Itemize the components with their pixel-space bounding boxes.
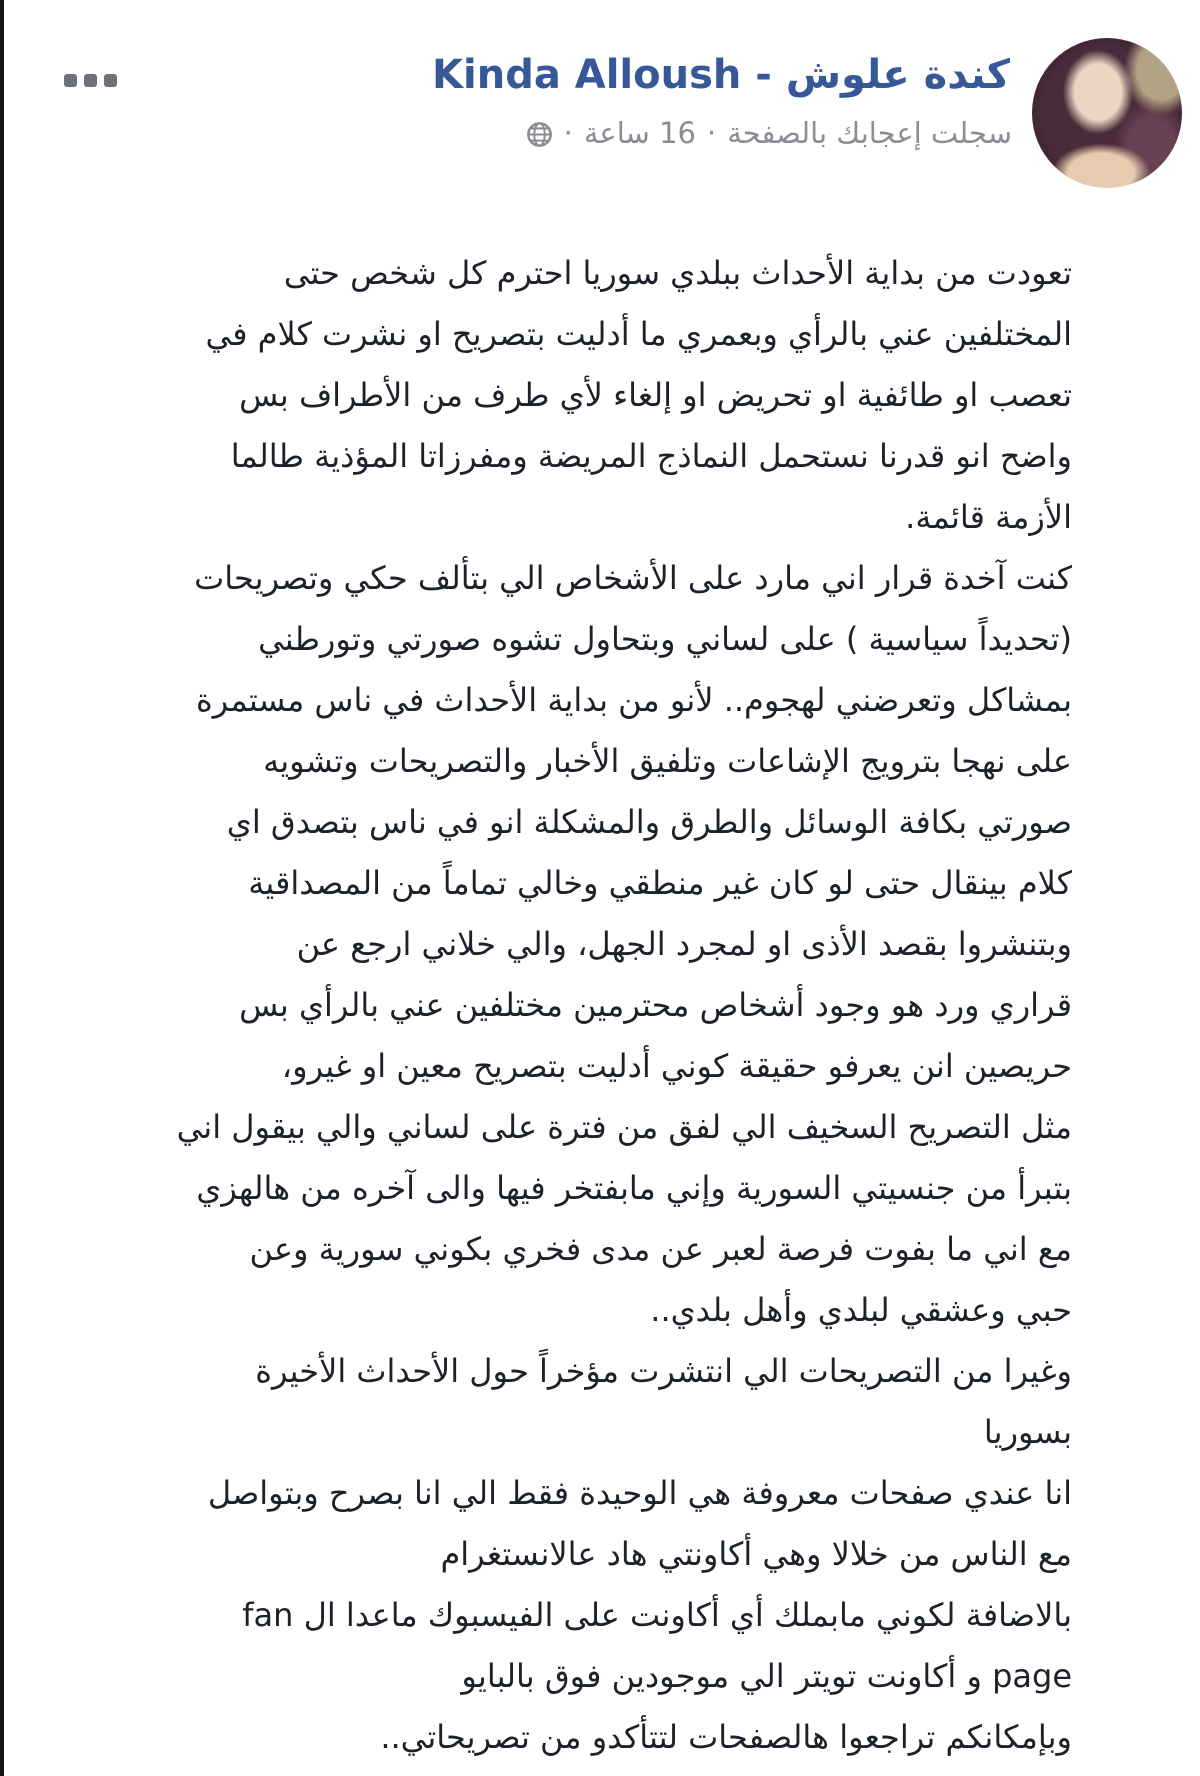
post-text-line: مثل التصريح السخيف الي لفق من فترة على لساني والي بيقول اني xyxy=(176,1108,1072,1146)
post-text-line: حبي وعشقي لبلدي وأهل بلدي.. xyxy=(650,1291,1072,1329)
post-text-line: وبإمكانكم تراجعوا هالصفحات لتتأكدو من تصريحاتي.. xyxy=(380,1718,1072,1756)
post-text xyxy=(30,243,1072,1768)
post-text-line: الأزمة قائمة. xyxy=(905,498,1072,536)
avatar[interactable] xyxy=(1032,38,1182,188)
globe-icon xyxy=(526,121,553,148)
post-text-line: تعصب او طائفية او تحريض او إلغاء لأي طرف من الأطراف بس xyxy=(239,376,1072,414)
timestamp[interactable]: 16 ساعة xyxy=(583,116,696,150)
post-text-line: المختلفين عني بالرأي وبعمري ما أدليت بتصريح او نشرت كلام في xyxy=(205,315,1072,353)
post-text-line: مع الناس من خلالا وهي أكاونتي هاد عالانستغرام xyxy=(440,1535,1072,1573)
ellipsis-icon xyxy=(64,74,117,87)
post-text-line: تعودت من بداية الأحداث ببلدي سوريا احترم كل شخص حتى xyxy=(283,254,1072,292)
post-text-line: بمشاكل وتعرضني لهجوم.. لأنو من بداية الأحداث في ناس مستمرة xyxy=(195,681,1072,719)
post-text-line: مع اني ما بفوت فرصة لعبر عن مدى فخري بكوني سورية وعن xyxy=(249,1230,1072,1268)
post-text-line: وغيرا من التصريحات الي انتشرت مؤخراً حول الأحداث الأخيرة xyxy=(255,1352,1072,1390)
post-text-line: واضح انو قدرنا نستحمل النماذج المريضة ومفرزاتا المؤذية طالما xyxy=(230,437,1072,475)
post-text-line: كنت آخدة قرار اني مارد على الأشخاص الي بتألف حكي وتصريحات xyxy=(194,559,1072,597)
post-meta xyxy=(526,116,1012,150)
post-text-line: على نهجا بترويج الإشاعات وتلفيق الأخبار والتصريحات وتشويه xyxy=(263,742,1072,780)
post-text-line: انا عندي صفحات معروفة هي الوحيدة فقط الي انا بصرح وبتواصل xyxy=(207,1474,1072,1512)
post-text-line: وبتنشروا بقصد الأذى او لمجرد الجهل، والي خلاني ارجع عن xyxy=(296,925,1072,963)
post-text-line: قراري ورد هو وجود أشخاص محترمين مختلفين عني بالرأي بس xyxy=(239,986,1072,1024)
liked-page-text: سجلت إعجابك بالصفحة xyxy=(727,116,1012,150)
post-text-line: حريصين انن يعرفو حقيقة كوني أدليت بتصريح معين او غيرو، xyxy=(281,1047,1072,1085)
separator: · xyxy=(706,116,717,150)
post-text-line: صورتي بكافة الوسائل والطرق والمشكلة انو في ناس بتصدق اي xyxy=(226,803,1072,841)
screenshot-edge-artifact xyxy=(0,0,4,1776)
post-text-line: بتبرأ من جنسيتي السورية وإني مابفتخر فيها والى آخره من هالهزي xyxy=(196,1169,1072,1207)
post-text-line: (تحديداً سياسية ) على لساني وبتحاول تشوه صورتي وتورطني xyxy=(258,620,1072,658)
post-text-line: كلام بينقال حتى لو كان غير منطقي وخالي تماماً من المصداقية xyxy=(248,864,1072,902)
separator: · xyxy=(563,116,573,150)
more-options-button[interactable] xyxy=(64,74,117,87)
post-text-line: بالاضافة لكوني مابملك أي أكاونت على الفيسبوك ماعدا ال fan xyxy=(242,1596,1072,1634)
post-text-line: page و أكاونت تويتر الي موجودين فوق بالبايو xyxy=(461,1657,1072,1695)
page-name-link[interactable]: كندة علوش - Kinda Alloush xyxy=(432,52,1010,98)
post-text-line: بسوريا xyxy=(983,1413,1072,1451)
